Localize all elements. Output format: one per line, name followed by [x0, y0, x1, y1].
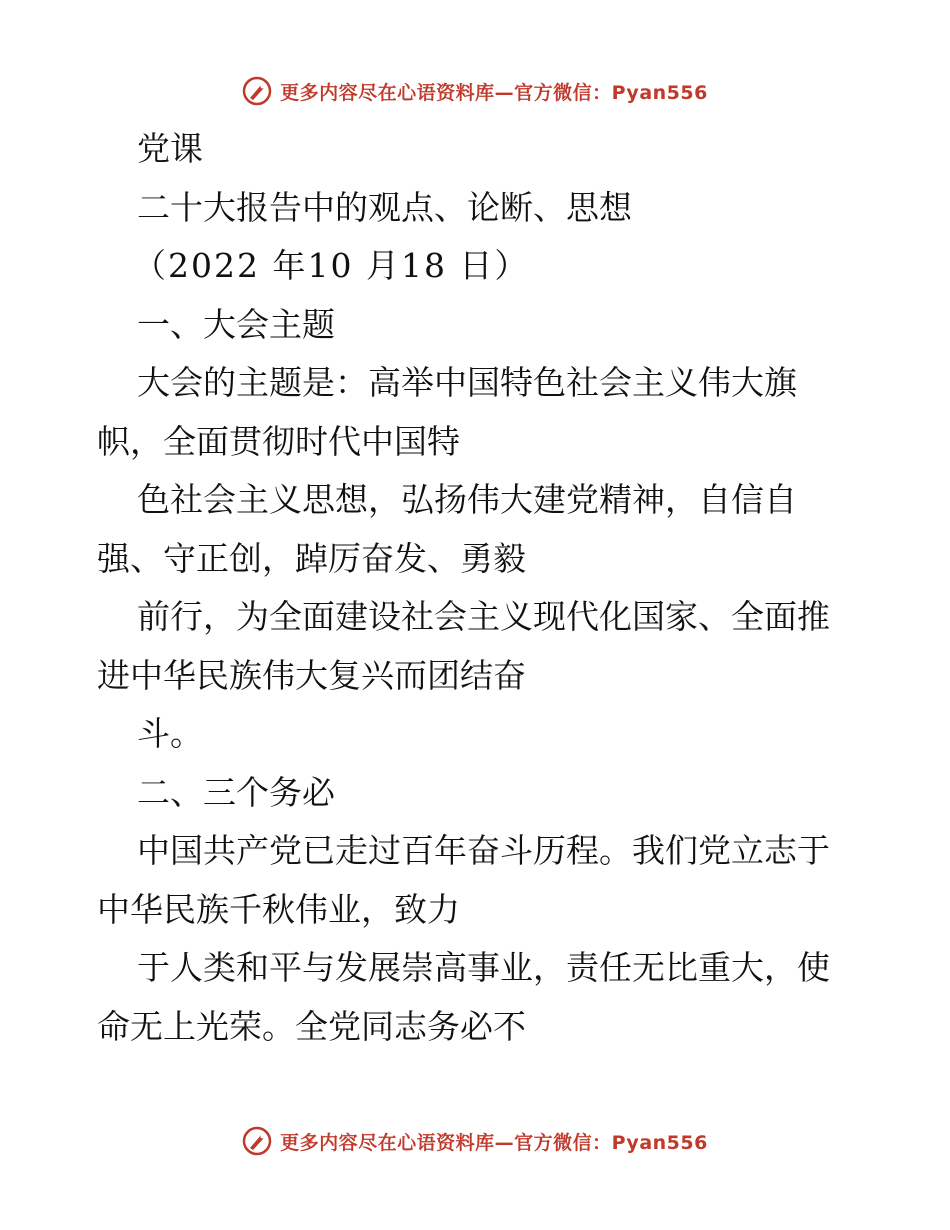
doc-line: 帜，全面贯彻时代中国特 [97, 421, 460, 461]
doc-line: 中华民族千秋伟业，致力 [97, 889, 460, 929]
doc-line: 于人类和平与发展崇高事业，责任无比重大，使 [137, 948, 830, 987]
doc-line: 中国共产党已走过百年奋斗历程。我们党立志于 [137, 831, 830, 870]
doc-line: 大会的主题是：高举中国特色社会主义伟大旗 [137, 363, 797, 402]
watermark-text: 更多内容尽在心语资料库—官方微信：Pyan556 [280, 81, 708, 104]
doc-line: 前行，为全面建设社会主义现代化国家、全面推 [137, 597, 830, 636]
doc-line: 色社会主义思想，弘扬伟大建党精神，自信自 [137, 480, 797, 519]
watermark-banner-top [0, 74, 950, 108]
watermark-banner-bottom [0, 1124, 950, 1158]
pen-nib-logo-icon [242, 76, 272, 106]
doc-line-date: （2022 年10 月18 日） [133, 246, 530, 285]
watermark-text: 更多内容尽在心语资料库—官方微信：Pyan556 [280, 1131, 708, 1154]
doc-line: 强、守正创，踔厉奋发、勇毅 [97, 538, 526, 578]
doc-line: 二、三个务必 [137, 772, 335, 812]
doc-line: 命无上光荣。全党同志务必不 [97, 1006, 526, 1046]
pen-nib-logo-icon [242, 1126, 272, 1156]
doc-line: 党课 [137, 129, 203, 168]
doc-line: 一、大会主题 [137, 304, 335, 344]
doc-line: 进中华民族伟大复兴而团结奋 [97, 655, 526, 695]
document-body [97, 120, 857, 1056]
doc-line: 斗。 [137, 714, 203, 753]
doc-line: 二十大报告中的观点、论断、思想 [137, 187, 632, 227]
